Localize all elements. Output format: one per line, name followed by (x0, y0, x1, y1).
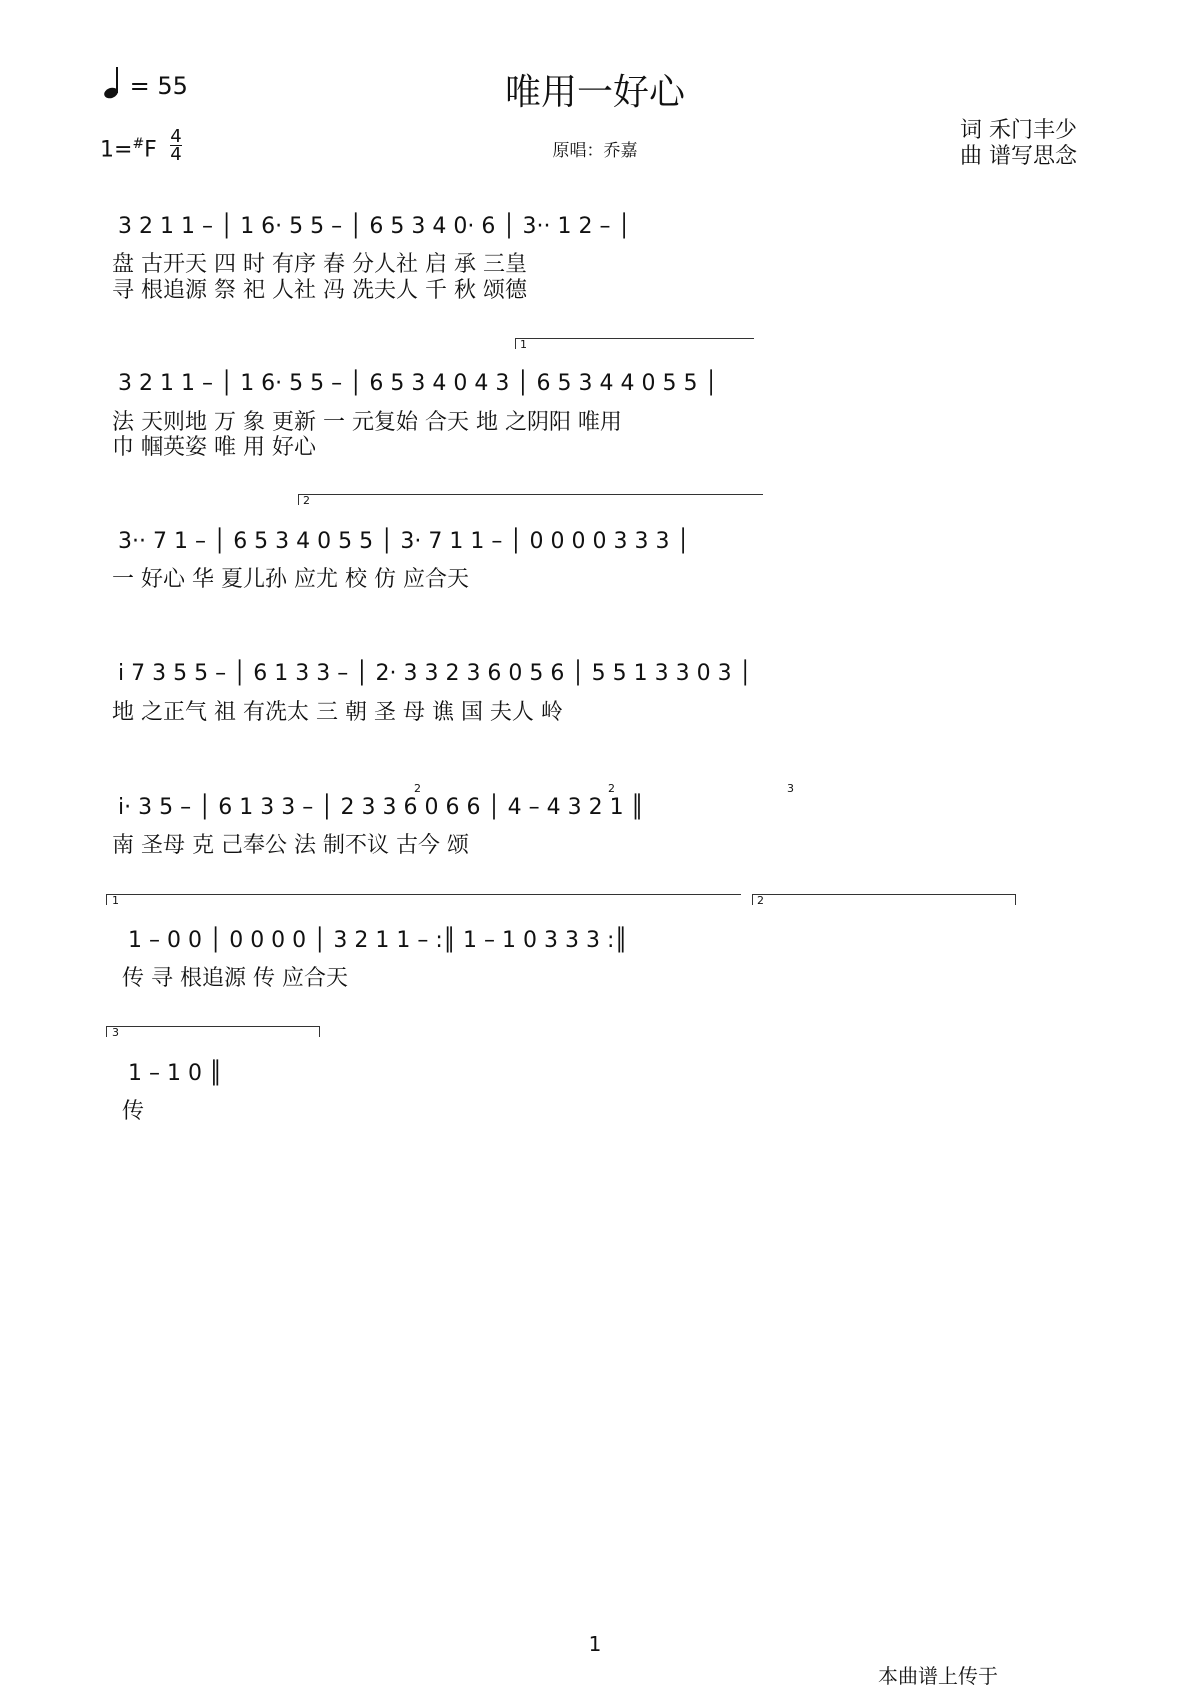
volta-number: 2 (757, 894, 764, 907)
notation-line-3: 3·· 7 1 – │ 6 5 3 4 0 5 5 │ 3· 7 1 1 – │ 0 0 0 0 3 3 3 │ (118, 529, 690, 554)
volta-bracket (106, 894, 741, 905)
notation-line-5: i· 3 5 – │ 6 1 3 3 – │ 2 3 3 6 0 6 6 │ 4 – 4 3 2 1 ║ (118, 795, 644, 820)
quarter-note-icon (104, 68, 122, 98)
volta-bracket (106, 1026, 320, 1037)
lyric-line-4a: 地 之正气 祖 有冼太 三 朝 圣 母 谯 国 夫人 岭 (112, 700, 563, 725)
footer-note: 本曲谱上传于 (878, 1664, 998, 1688)
original-singer: 原唱：乔嘉 (552, 141, 638, 161)
key-note: F (144, 137, 157, 163)
volta-bracket (515, 338, 754, 349)
page-number: 1 (588, 1632, 602, 1656)
key-prefix: 1= (100, 137, 133, 163)
lyric-line-6a: 传 寻 根追源 传 应合天 (122, 966, 348, 991)
composer: 曲 谱写思念 (960, 144, 1077, 169)
lyric-line-1a: 盘 古开天 四 时 有序 春 分人社 启 承 三皇 (112, 252, 527, 277)
volta-number: 1 (112, 894, 119, 907)
notation-line-7: 1 – 1 0 ║ (128, 1061, 223, 1086)
lyric-line-2b: 巾 帼英姿 唯 用 好心 (112, 435, 316, 460)
grace-note: 2 (608, 782, 615, 795)
page-title: 唯用一好心 (504, 72, 685, 113)
volta-bracket (752, 894, 1016, 905)
credits (960, 118, 1077, 170)
volta-number: 1 (520, 338, 527, 351)
notation-line-2: 3 2 1 1 – │ 1 6· 5 5 – │ 6 5 3 4 0 4 3 │ 6 5 3 4 4 0 5 5 │ (118, 371, 718, 396)
tempo-marking (104, 68, 188, 100)
volta-number: 3 (112, 1026, 119, 1039)
lyricist: 词 禾门丰少 (960, 118, 1077, 143)
grace-note: 2 (414, 782, 421, 795)
grace-note: 3 (787, 782, 794, 795)
lyric-line-3a: 一 好心 华 夏儿孙 应尤 校 仿 应合天 (112, 567, 469, 592)
lyric-line-1b: 寻 根追源 祭 祀 人社 冯 冼夫人 千 秋 颂德 (112, 278, 527, 303)
volta-bracket (298, 494, 763, 505)
notation-line-4: i 7 3 5 5 – │ 6 1 3 3 – │ 2· 3 3 2 3 6 0 5 6 │ 5 5 1 3 3 0 3 │ (118, 661, 752, 686)
sharp-sign: # (132, 136, 145, 152)
lyric-line-2a: 法 天则地 万 象 更新 一 元复始 合天 地 之阴阳 唯用 (112, 410, 622, 435)
volta-number: 2 (303, 494, 310, 507)
lyric-line-5a: 南 圣母 克 己奉公 法 制不议 古今 颂 (112, 833, 469, 858)
meter-bottom: 4 (170, 144, 182, 165)
tempo-value: = 55 (129, 72, 188, 100)
notation-line-6: 1 – 0 0 │ 0 0 0 0 │ 3 2 1 1 – :║ 1 – 1 0 3 3 3 :║ (128, 928, 628, 953)
meter-top: 4 (170, 126, 182, 147)
notation-line-1: 3 2 1 1 – │ 1 6· 5 5 – │ 6 5 3 4 0· 6 │ 3·· 1 2 – │ (118, 214, 631, 239)
lyric-line-7a: 传 (122, 1099, 145, 1124)
